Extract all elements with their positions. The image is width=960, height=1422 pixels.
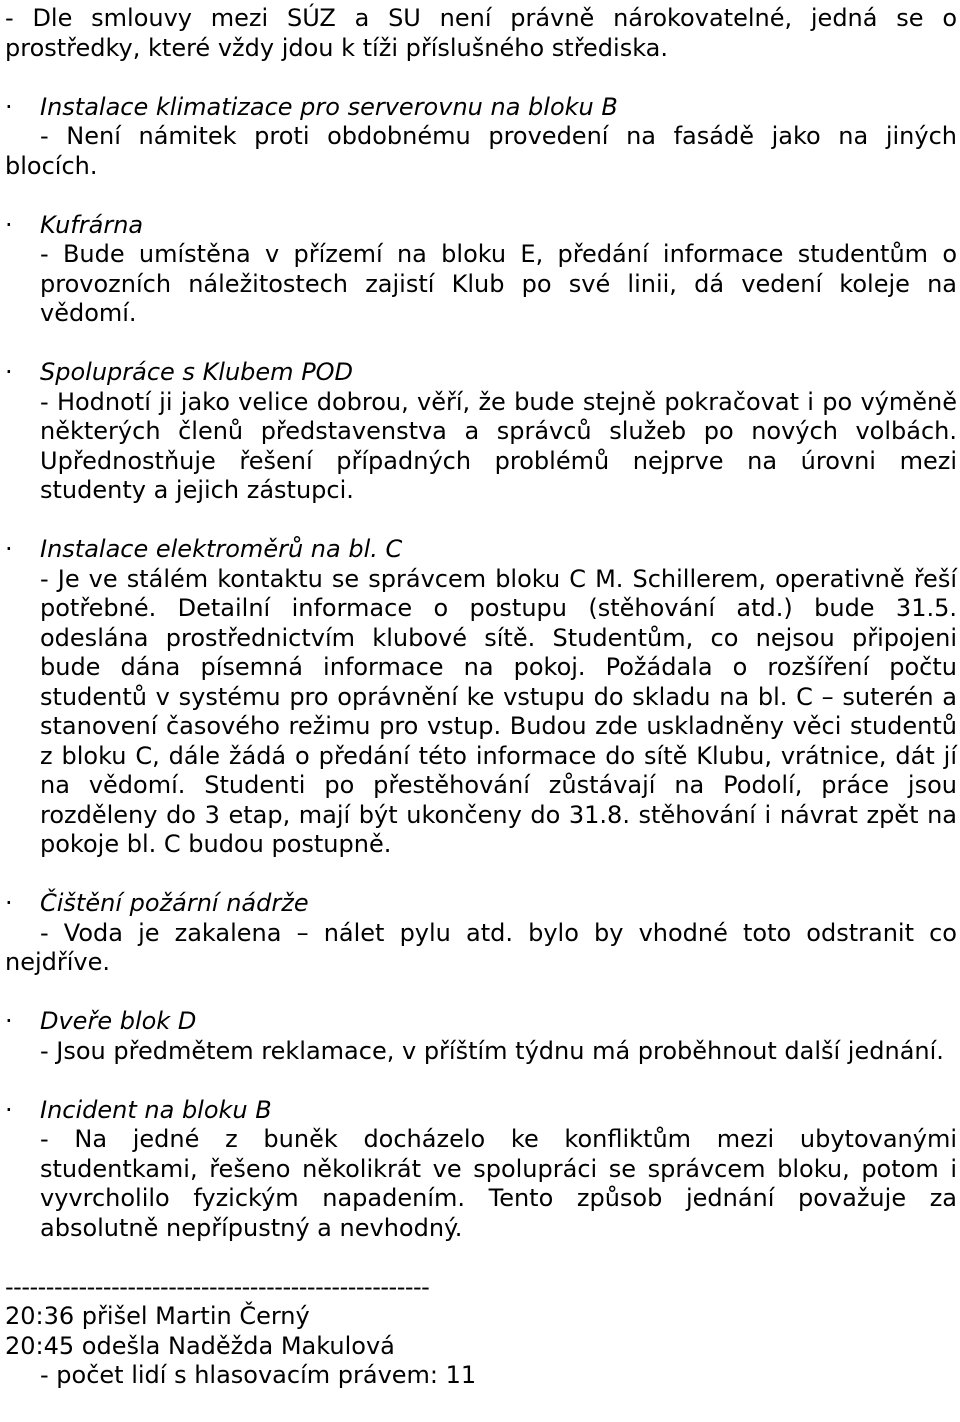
item-body: - Je ve stálém kontaktu se správcem bloku C M. Schillerem, operativně řeší potřebné. Detailní informace o postupu (stěhování atd.) bude 31.5. odeslána prostřednictvím klubové sítě. Studentům, co nejsou připojeni bude dána písemná informace na pokoj. Požádala o rozšíření počtu studentů v systému pro oprávnění ke vstupu do skladu na bl. C – suterén a stanovení časového režimu pro vstup. Budou zde uskladněny věci studentů z bloku C, dále žádá o předání této informace do sítě Klubu, vrátnice, dát jí na vědomí. Studenti po přestěhování zůstávají na Podolí, práce jsou rozděleny do 3 etap, mají být ukončeny do 31.8. stěhování i návrat zpět na pokoje bl. C budou postupně. xyxy=(40,564,957,858)
item-electricity-meters xyxy=(5,535,957,860)
bullet-icon: · xyxy=(5,210,13,239)
item-title: Incident na bloku B xyxy=(40,1095,272,1124)
document-page xyxy=(5,4,957,1391)
item-body-text: - Není námitek proti obdobnému provedení na fasádě jako na jiných blocích. xyxy=(5,122,957,180)
bullet-icon: · xyxy=(5,358,13,386)
item-heading xyxy=(5,889,957,919)
item-heading xyxy=(5,1007,957,1037)
item-fire-tank-cleaning xyxy=(5,889,957,978)
item-body-text: - Voda je zakalena – nálet pylu atd. bylo by vhodné toto odstranit co nejdříve. xyxy=(5,918,957,976)
item-body xyxy=(5,919,957,978)
item-body: - Na jedné z buněk docházelo ke konfliktům mezi ubytovanými studentkami, řešeno několikrát ve spolupráci se správcem bloku, potom i vyvrcholilo fyzickým napadením. Tento způsob jednání považuje za absolutně nepřípustný a nevhodný. xyxy=(40,1125,957,1242)
item-title: Kufrárna xyxy=(40,210,144,239)
item-title: Dveře blok D xyxy=(40,1007,197,1035)
item-heading xyxy=(5,211,957,241)
item-title: Instalace klimatizace pro serverovnu na bloku B xyxy=(40,92,618,121)
item-body-text: - Jsou předmětem reklamace, v příštím týdnu má proběhnout další jednání. xyxy=(40,1036,944,1065)
item-title: Čištění požární nádrže xyxy=(40,889,309,917)
item-incident-block-b xyxy=(5,1096,957,1244)
item-title: Spolupráce s Klubem POD xyxy=(40,358,354,386)
item-body xyxy=(5,122,957,181)
item-title: Instalace elektroměrů na bl. C xyxy=(40,535,403,563)
intro-paragraph: - Dle smlouvy mezi SÚZ a SU není právně nárokovatelné, jedná se o prostředky, které vždy jdou k tíži příslušného střediska. xyxy=(5,4,957,62)
item-body xyxy=(5,1037,957,1067)
bullet-icon: · xyxy=(5,1095,13,1124)
item-body: - Bude umístěna v přízemí na bloku E, předání informace studentům o provozních náležitostech zajistí Klub po své linii, dá vedení koleje na vědomí. xyxy=(40,240,957,327)
item-heading xyxy=(5,93,957,123)
voting-count: - počet lidí s hlasovacím právem: 11 xyxy=(40,1361,477,1389)
bullet-icon: · xyxy=(5,92,13,121)
item-heading xyxy=(5,1096,957,1126)
separator-line: ---------------------------------------------------- xyxy=(5,1272,430,1301)
item-club-cooperation xyxy=(5,358,957,506)
item-heading xyxy=(5,535,957,565)
item-heading xyxy=(5,358,957,388)
attendance-log xyxy=(5,1302,957,1391)
bullet-icon: · xyxy=(5,535,13,563)
item-luggage-room xyxy=(5,211,957,329)
item-body: - Hodnotí ji jako velice dobrou, věří, že bude stejně pokračovat i po výměně některých členů představenstva a správců služeb po nových volbách. Upřednostňuje řešení případných problémů nejprve na úrovni mezi studenty a jejich zástupci. xyxy=(40,387,957,504)
log-entry: 20:45 odešla Naděžda Makulová xyxy=(5,1331,395,1360)
item-doors-block-d xyxy=(5,1007,957,1066)
bullet-icon: · xyxy=(5,1007,13,1035)
item-air-conditioning xyxy=(5,93,957,182)
bullet-icon: · xyxy=(5,889,13,917)
log-entry: 20:36 přišel Martin Černý xyxy=(5,1302,310,1330)
